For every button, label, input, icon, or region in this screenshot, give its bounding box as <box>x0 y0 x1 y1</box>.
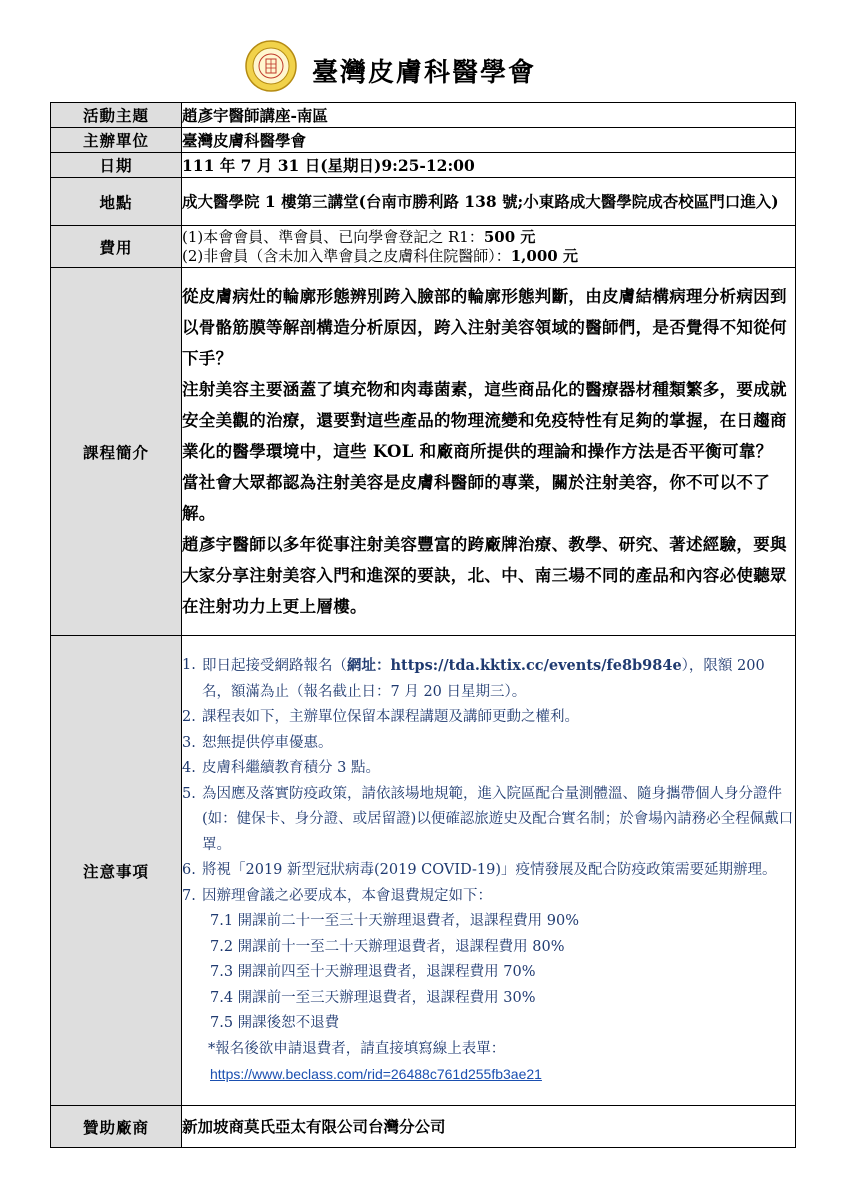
intro-paragraph: 當社會大眾都認為注射美容是皮膚科醫師的專業，關於注射美容，你不可以不了解。 <box>182 473 770 523</box>
fee-line-nonmember: (2)非會員（含未加入準會員之皮膚科住院醫師）：1,000 元 <box>182 246 578 265</box>
notes-label: 注意事項 <box>51 636 182 1106</box>
list-item: 6. 將視「2019 新型冠狀病毒(2019 COVID-19)」疫情發展及配合防疫政策需要延期辦理。 <box>182 862 777 879</box>
refund-rule: 7.5 開課後恕不退費 <box>210 1015 340 1032</box>
sponsor-label: 贊助廠商 <box>51 1106 182 1148</box>
location-value: 成大醫學院 1 樓第三講堂(台南市勝利路 138 號;小東路成大醫學院成杏校區門口進入) <box>182 178 796 226</box>
refund-rule: 7.3 開課前四至十天辦理退費者，退課程費用 70% <box>210 964 536 981</box>
intro-paragraph: 趙彥宇醫師以多年從事注射美容豐富的跨廠牌治療、教學、研究、著述經驗，要與大家分享注射美容入門和進深的要訣，北、中、南三場不同的產品和內容必使聽眾在注射功力上更上層樓。 <box>182 535 787 616</box>
table-row-location <box>51 178 796 226</box>
refund-rule: 7.2 開課前十一至二十天辦理退費者，退課程費用 80% <box>210 938 565 955</box>
sponsor-value: 新加坡商莫氏亞太有限公司台灣分公司 <box>182 1106 796 1148</box>
fee-line-member: (1)本會會員、準會員、已向學會登記之 R1：500 元 <box>182 227 536 246</box>
organizer-value: 臺灣皮膚科醫學會 <box>182 128 796 153</box>
theme-value: 趙彥宇醫師講座-南區 <box>182 103 796 128</box>
document-header <box>0 38 844 100</box>
table-row-fee <box>51 226 796 268</box>
association-seal-icon <box>245 40 297 92</box>
date-label: 日期 <box>51 153 182 178</box>
intro-paragraph: 注射美容主要涵蓋了填充物和肉毒菌素，這些商品化的醫療器材種類繁多，要成就安全美觀的治療，還要對這些產品的物理流變和免疫特性有足夠的掌握，在日趨商業化的醫學環境中，這些 KOL 和廠商所提供的理論和操作方法是否平衡可靠？ <box>182 380 787 461</box>
refund-form-link[interactable]: https://www.beclass.com/rid=26488c761d255fb3ae21 <box>210 1066 542 1083</box>
notes-list <box>182 636 796 1106</box>
list-item: 4. 皮膚科繼續教育積分 3 點。 <box>182 760 380 777</box>
list-item: 5. 為因應及落實防疫政策，請依該場地規範，進入院區配合量測體溫、隨身攜帶個人身分證件(如：健保卡、身分證、或居留證)以便確認旅遊史及配合實名制；於會場內請務必全程佩戴口罩。 <box>182 785 794 853</box>
fee-label: 費用 <box>51 226 182 268</box>
table-row-notes <box>51 636 796 1106</box>
page-title: 臺灣皮膚科醫學會 <box>312 58 537 88</box>
table-row-theme <box>51 103 796 128</box>
theme-label: 活動主題 <box>51 103 182 128</box>
refund-note: *報名後欲申請退費者，請直接填寫線上表單： <box>208 1040 506 1057</box>
organizer-label: 主辦單位 <box>51 128 182 153</box>
list-item: 7. 因辦理會議之必要成本，本會退費規定如下： <box>182 887 492 904</box>
list-item: 2. 課程表如下，主辦單位保留本課程講題及講師更動之權利。 <box>182 709 579 726</box>
intro-text <box>182 268 796 636</box>
refund-rule: 7.4 開課前一至三天辦理退費者，退課程費用 30% <box>210 989 536 1006</box>
intro-label: 課程簡介 <box>51 268 182 636</box>
list-item: 3. 恕無提供停車優惠。 <box>182 734 333 751</box>
list-item: 1. 即日起接受網路報名（網址：https://tda.kktix.cc/events/fe8b984e），限額 200 名，額滿為止（報名截止日：7 月 20 日星期三）。 <box>182 657 765 700</box>
registration-url[interactable]: 網址：https://tda.kktix.cc/events/fe8b984e <box>347 657 682 675</box>
date-value: 111 年 7 月 31 日(星期日)9:25-12:00 <box>182 153 796 178</box>
event-info-table <box>50 102 796 1148</box>
fee-amount-member: 500 元 <box>483 227 536 246</box>
fee-amount-nonmember: 1,000 元 <box>510 246 578 265</box>
fee-value <box>182 226 796 268</box>
location-label: 地點 <box>51 178 182 226</box>
table-row-organizer <box>51 128 796 153</box>
table-row-sponsor <box>51 1106 796 1148</box>
refund-rule: 7.1 開課前二十一至三十天辦理退費者，退課程費用 90% <box>210 913 580 930</box>
intro-paragraph: 從皮膚病灶的輪廓形態辨別跨入臉部的輪廓形態判斷，由皮膚結構病理分析病因到以骨骼筋膜等解剖構造分析原因，跨入注射美容領域的醫師們，是否覺得不知從何下手？ <box>182 287 787 368</box>
table-row-date <box>51 153 796 178</box>
table-row-intro <box>51 268 796 636</box>
